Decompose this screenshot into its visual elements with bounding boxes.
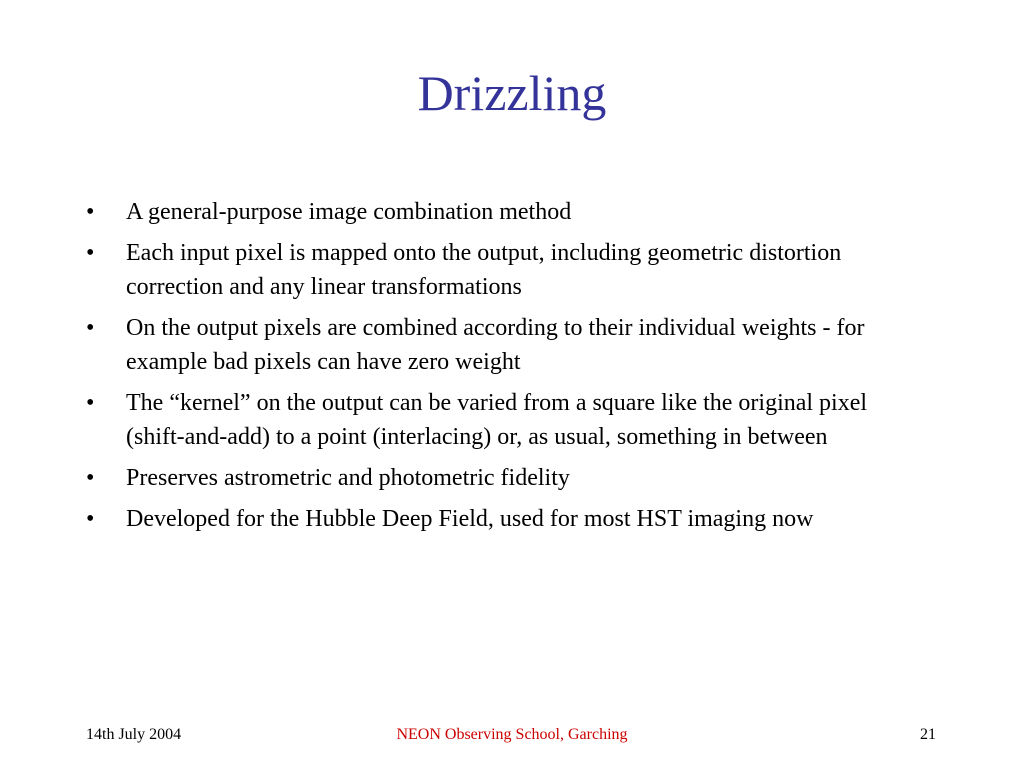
bullet-text: Developed for the Hubble Deep Field, used for most HST imaging now [126, 506, 814, 532]
bullet-item [86, 195, 906, 229]
bullet-dot-icon: • [86, 240, 95, 266]
bullet-text: On the output pixels are combined according to their individual weights - for example bad pixels can have zero weight [126, 315, 865, 375]
bullet-item [86, 311, 906, 379]
bullet-item [86, 386, 906, 454]
bullet-dot-icon: • [86, 465, 95, 491]
bullet-item [86, 236, 906, 304]
bullet-item [86, 502, 906, 536]
footer-date: 14th July 2004 [86, 726, 182, 743]
slide-title: Drizzling [417, 65, 607, 121]
bullet-text: Each input pixel is mapped onto the output, including geometric distortion correction and any linear transformations [126, 240, 842, 300]
footer-page-number: 21 [920, 726, 936, 743]
bullet-dot-icon: • [86, 390, 95, 416]
bullet-item [86, 461, 906, 495]
bullet-text: Preserves astrometric and photometric fidelity [126, 465, 570, 491]
bullet-dot-icon: • [86, 315, 95, 341]
footer-event: NEON Observing School, Garching [396, 726, 628, 743]
bullet-list [86, 195, 906, 543]
bullet-text: The “kernel” on the output can be varied from a square like the original pixel (shift-and-add) to a point (interlacing) or, as usual, something in between [126, 390, 868, 450]
bullet-dot-icon: • [86, 506, 95, 532]
bullet-dot-icon: • [86, 199, 95, 225]
bullet-text: A general-purpose image combination method [126, 199, 572, 225]
